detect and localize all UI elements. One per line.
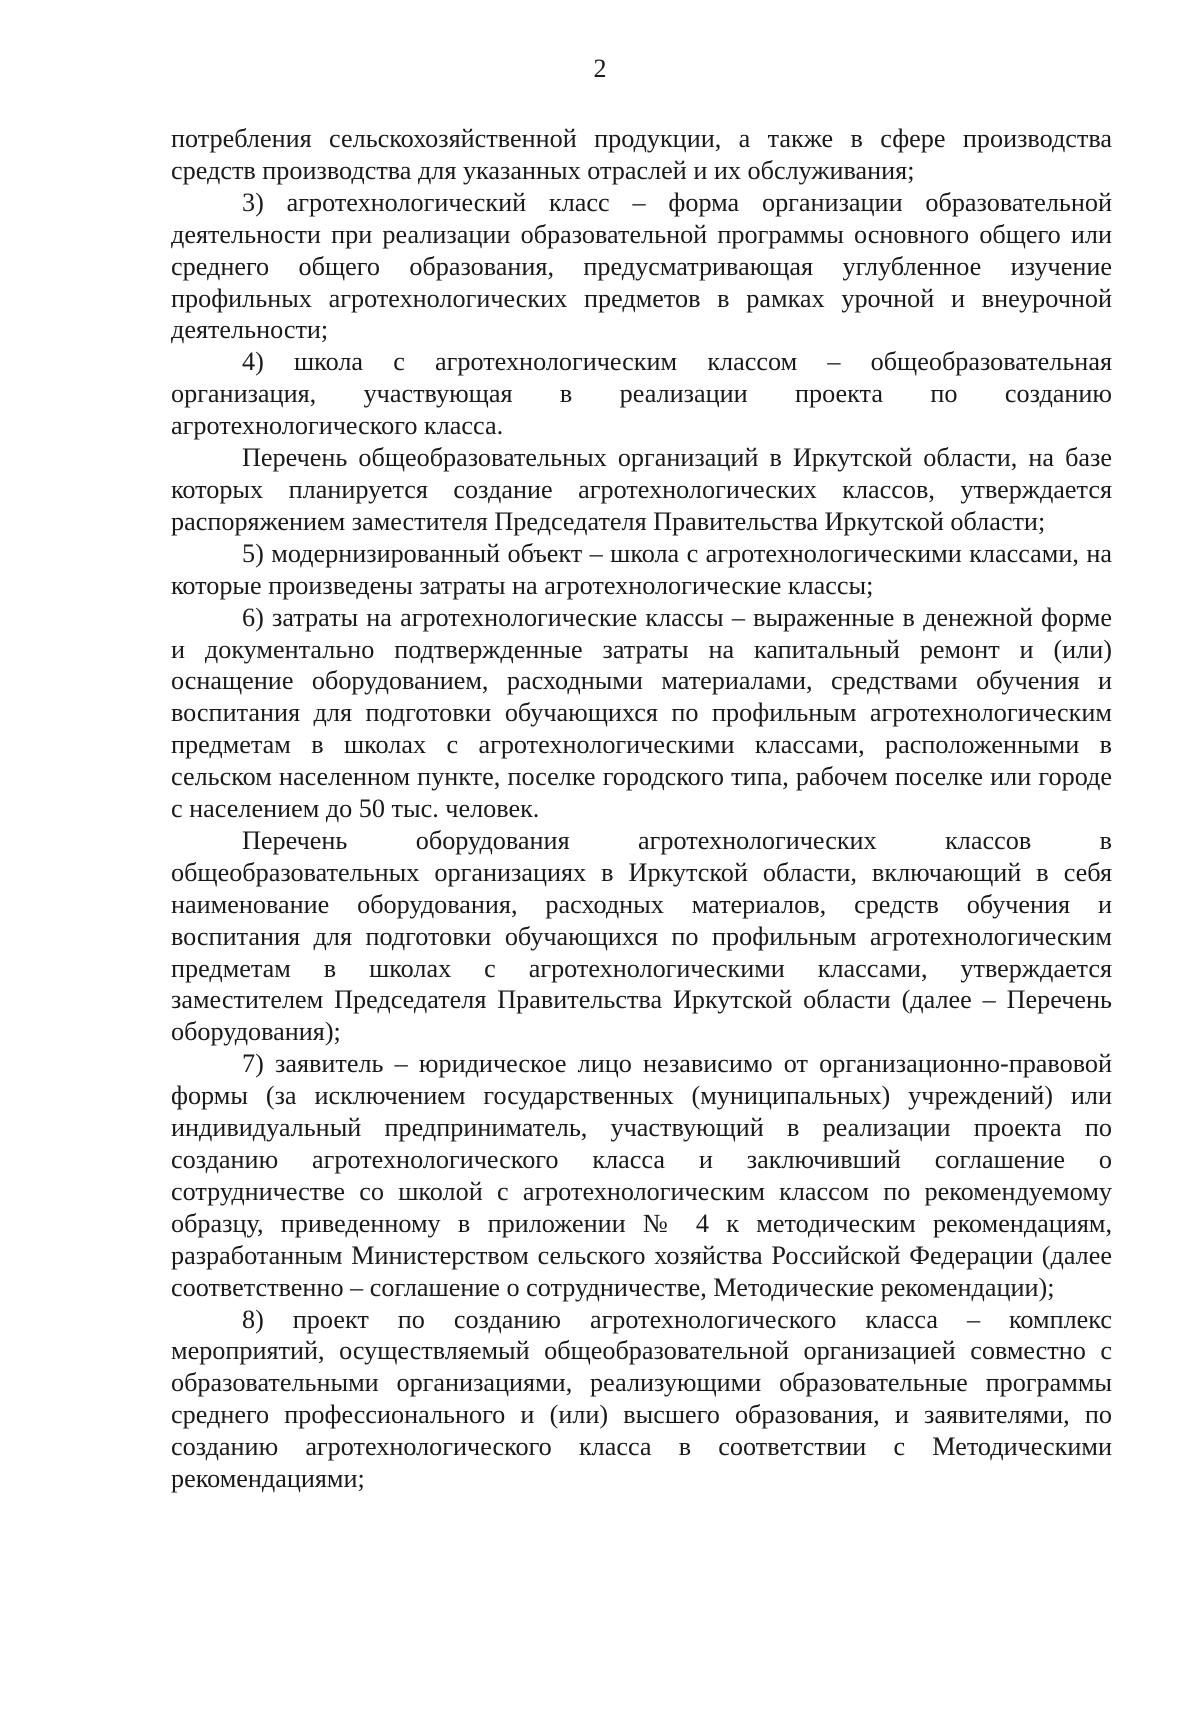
paragraph-continuation: потребления сельскохозяйственной продукции, а также в сфере производства средств производства для указанных отраслей и их обслуживания; <box>171 124 1112 185</box>
document-body <box>171 123 1112 1495</box>
paragraph-equipment-list: Перечень оборудования агротехнологических классов в общеобразовательных организациях в Иркутской области, включающий в себя наименование оборудования, расходных материалов, средств обучения и воспитания для подготовки обучающихся по профильным агротехнологическим предметам в школах с агротехнологическими классами, утверждается заместителем Председателя Правительства Иркутской области (далее – Перечень оборудования); <box>171 825 1112 1047</box>
paragraph-item-8-project: 8) проект по созданию агротехнологического класса – комплекс мероприятий, осуществляемый общеобразовательной организацией совместно с образовательными организациями, реализующими образовательные программы среднего профессионального и (или) высшего образования, и заявителями, по созданию агротехнологического класса в соответствии с Методическими рекомендациями; <box>171 1304 1112 1494</box>
paragraph-item-5-modernized-object: 5) модернизированный объект – школа с агротехнологическими классами, на которые произведены затраты на агротехнологические классы; <box>171 538 1112 600</box>
paragraph-item-7-applicant: 7) заявитель – юридическое лицо независимо от организационно-правовой формы (за исключением государственных (муниципальных) учреждений) или индивидуальный предприниматель, участвующий в реализации проекта по созданию агротехнологического класса и заключивший соглашение о сотрудничестве со школой с агротехнологическим классом по рекомендуемому образцу, приведенному в приложении № 4 к методическим рекомендациям, разработанным Министерством сельского хозяйства Российской Федерации (далее соответственно – соглашение о сотрудничестве, Методические рекомендации); <box>171 1049 1112 1302</box>
paragraph-item-3-agrotech-class: 3) агротехнологический класс – форма организации образовательной деятельности при реализации образовательной программы основного общего или среднего общего образования, предусматривающая углубленное изучение профильных агротехнологических предметов в рамках урочной и внеурочной деятельности; <box>171 187 1112 345</box>
paragraph-item-6-costs: 6) затраты на агротехнологические классы – выраженные в денежной форме и документально подтвержденные затраты на капитальный ремонт и (или) оснащение оборудованием, расходными материалами, средствами обучения и воспитания для подготовки обучающихся по профильным агротехнологическим предметам в школах с агротехнологическими классами, расположенными в сельском населенном пункте, поселке городского типа, рабочем поселке или городе с населением до 50 тыс. человек. <box>171 602 1112 824</box>
page-number: 2 <box>593 54 607 83</box>
paragraph-item-4-school: 4) школа с агротехнологическим классом – общеобразовательная организация, участвующая в реализации проекта по созданию агротехнологического класса. <box>171 347 1112 441</box>
paragraph-school-list: Перечень общеобразовательных организаций в Иркутской области, на базе которых планируется создание агротехнологических классов, утверждается распоряжением заместителя Председателя Правительства Иркутской области; <box>171 443 1112 536</box>
